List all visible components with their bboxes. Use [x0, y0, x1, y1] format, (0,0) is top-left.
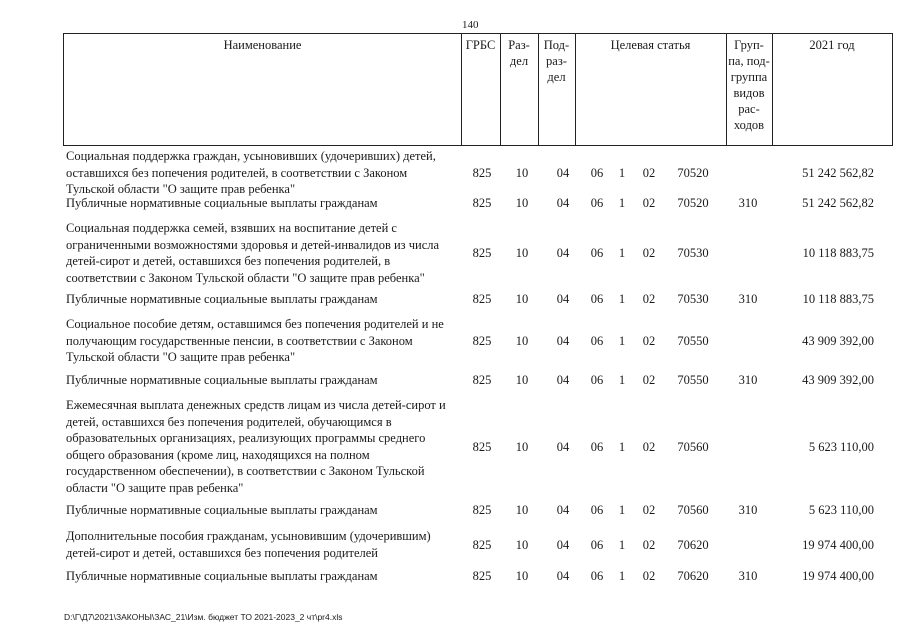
- header-razdel-line: Раз-: [508, 38, 530, 52]
- cell-rz: 10: [515, 373, 529, 388]
- table-row: [0, 502, 905, 519]
- cell-pr: 04: [556, 373, 570, 388]
- cell-t4: 70520: [677, 196, 709, 211]
- table-row: [0, 148, 905, 198]
- cell-rz: 10: [515, 569, 529, 584]
- cell-amount: 51 242 562,82: [802, 196, 874, 211]
- cell-rz: 10: [515, 246, 529, 260]
- cell-t2: 1: [618, 537, 626, 552]
- cell-t2: 1: [618, 165, 626, 180]
- header-group-line: па, под-: [728, 54, 770, 68]
- row-name-line: получающим государственные пенсии, в соответствии с Законом: [66, 333, 413, 348]
- cell-grbs: 825: [472, 569, 492, 584]
- table-row: [0, 195, 905, 212]
- table-row: [0, 316, 905, 366]
- row-name: [66, 397, 466, 496]
- row-name-line: детей-сирот и детей, оставшихся без попечения родителей: [66, 545, 378, 560]
- header-razdel: [500, 34, 538, 145]
- cell-t3: 02: [642, 333, 656, 348]
- cell-amount: 19 974 400,00: [802, 569, 874, 584]
- header-grbs: ГРБС: [465, 38, 496, 52]
- cell-t4: 70560: [677, 503, 709, 518]
- row-name: [66, 220, 466, 286]
- cell-grbs: 825: [472, 196, 492, 211]
- cell-rz: 10: [515, 503, 529, 518]
- table-header: [63, 33, 893, 146]
- cell-amount: 10 118 883,75: [802, 246, 874, 260]
- cell-t2: 1: [618, 569, 626, 584]
- cell-t3: 02: [642, 373, 656, 388]
- cell-t3: 02: [642, 246, 656, 260]
- row-name-line: образовательных организациях, реализующих программы среднего: [66, 431, 426, 445]
- row-name-line: ограниченными возможностями здоровья и детей-инвалидов из числа: [66, 237, 440, 252]
- cell-grbs: 825: [472, 439, 492, 454]
- cell-amount: 5 623 110,00: [808, 503, 874, 518]
- header-name: Наименование: [223, 38, 302, 52]
- row-name-line: Публичные нормативные социальные выплаты гражданам: [66, 373, 378, 387]
- cell-t4: 70560: [677, 439, 709, 454]
- row-name-line: государственном обеспечении), в соответствии с Законом Тульской: [66, 464, 425, 478]
- cell-grbs: 825: [472, 503, 492, 518]
- cell-t2: 1: [618, 196, 626, 211]
- header-podrazdel-line: дел: [547, 70, 566, 84]
- cell-t1: 06: [590, 503, 604, 518]
- cell-amount: 43 909 392,00: [802, 373, 874, 388]
- cell-vr: 310: [738, 503, 758, 518]
- cell-t4: 70550: [677, 333, 709, 348]
- row-name: [66, 291, 466, 308]
- cell-t4: 70550: [677, 373, 709, 388]
- row-name: [66, 568, 466, 585]
- cell-amount: 43 909 392,00: [802, 333, 874, 348]
- cell-t1: 06: [590, 196, 604, 211]
- cell-pr: 04: [556, 503, 570, 518]
- table-row: [0, 528, 905, 561]
- cell-vr: 310: [738, 373, 758, 388]
- table-row: [0, 397, 905, 496]
- cell-t3: 02: [642, 569, 656, 584]
- row-name: [66, 372, 466, 389]
- row-name-line: Публичные нормативные социальные выплаты гражданам: [66, 503, 378, 517]
- cell-amount: 10 118 883,75: [802, 292, 874, 307]
- row-name-line: общего образования (кроме лиц, находящихся на полном: [66, 447, 370, 462]
- cell-grbs: 825: [472, 333, 492, 348]
- cell-t4: 70520: [677, 165, 709, 180]
- cell-t3: 02: [642, 537, 656, 552]
- cell-amount: 5 623 110,00: [808, 439, 874, 454]
- cell-vr: 310: [738, 292, 758, 307]
- cell-grbs: 825: [472, 537, 492, 552]
- table-row: [0, 220, 905, 286]
- cell-grbs: 825: [472, 292, 492, 307]
- cell-rz: 10: [515, 537, 529, 552]
- cell-t1: 06: [590, 333, 604, 348]
- cell-pr: 04: [556, 165, 570, 180]
- cell-t3: 02: [642, 439, 656, 454]
- cell-rz: 10: [515, 333, 529, 348]
- cell-grbs: 825: [472, 246, 492, 260]
- cell-t1: 06: [590, 373, 604, 388]
- cell-t4: 70620: [677, 569, 709, 584]
- header-year: 2021 год: [809, 38, 855, 52]
- cell-t2: 1: [618, 292, 626, 307]
- cell-t2: 1: [618, 333, 626, 348]
- cell-vr: 310: [738, 569, 758, 584]
- cell-t4: 70620: [677, 537, 709, 552]
- cell-pr: 04: [556, 439, 570, 454]
- row-name: [66, 195, 466, 212]
- row-name-line: детей, оставшихся без попечения родителей, обучающимся в: [66, 414, 392, 429]
- row-name-line: оставшихся без попечения родителей, в соответствии с Законом: [66, 165, 408, 180]
- cell-pr: 04: [556, 246, 570, 260]
- cell-rz: 10: [515, 196, 529, 211]
- file-path-footer: D:\Г\Д7\2021\ЗАКОНЫ\ЗАС_21\Изм. бюджет ТО 2021-2023_2 чт\pr4.xls: [64, 612, 343, 622]
- cell-t1: 06: [590, 165, 604, 180]
- cell-t3: 02: [642, 196, 656, 211]
- row-name-line: соответствии с Законом Тульской области "О защите прав ребенка": [66, 270, 425, 285]
- header-target: Целевая статья: [610, 38, 691, 52]
- row-name-line: Публичные нормативные социальные выплаты гражданам: [66, 292, 378, 306]
- row-name-line: Социальная поддержка граждан, усыновивших (удочеривших) детей,: [66, 149, 436, 163]
- header-razdel-line: дел: [509, 54, 529, 68]
- row-name-line: Социальное пособие детям, оставшимся без попечения родителей и не: [66, 317, 444, 331]
- cell-rz: 10: [515, 165, 529, 180]
- cell-t4: 70530: [677, 292, 709, 307]
- cell-t1: 06: [590, 439, 604, 454]
- cell-t1: 06: [590, 292, 604, 307]
- header-podrazdel: [538, 34, 575, 145]
- cell-t1: 06: [590, 537, 604, 552]
- cell-t2: 1: [618, 373, 626, 388]
- cell-t3: 02: [642, 292, 656, 307]
- header-podrazdel-line: раз-: [546, 54, 567, 68]
- cell-grbs: 825: [472, 373, 492, 388]
- header-group-line: группа: [730, 70, 768, 84]
- row-name: [66, 148, 466, 198]
- row-name-line: детей-сирот и детей, оставшихся без попечения родителей, в: [66, 254, 391, 268]
- cell-amount: 51 242 562,82: [802, 165, 874, 180]
- header-podrazdel-line: Под-: [543, 38, 570, 52]
- row-name-line: Ежемесячная выплата денежных средств лицам из числа детей-сирот и: [66, 398, 446, 412]
- row-name-line: Тульской области "О защите прав ребенка": [66, 182, 296, 196]
- header-group-line: ходов: [733, 118, 765, 132]
- header-group-line: видов: [733, 86, 765, 100]
- cell-t2: 1: [618, 439, 626, 454]
- row-name-line: Публичные нормативные социальные выплаты гражданам: [66, 196, 378, 210]
- cell-pr: 04: [556, 537, 570, 552]
- cell-t2: 1: [618, 246, 626, 260]
- table-row: [0, 372, 905, 389]
- table-row: [0, 291, 905, 308]
- cell-grbs: 825: [472, 165, 492, 180]
- cell-pr: 04: [556, 196, 570, 211]
- row-name-line: Публичные нормативные социальные выплаты гражданам: [66, 569, 378, 583]
- cell-t4: 70530: [677, 246, 709, 260]
- page-number: 140: [462, 19, 479, 31]
- cell-amount: 19 974 400,00: [802, 537, 874, 552]
- header-group-line: рас-: [738, 102, 760, 116]
- row-name: [66, 316, 466, 366]
- row-name-line: области "О защите прав ребенка": [66, 480, 244, 495]
- cell-t1: 06: [590, 569, 604, 584]
- cell-vr: 310: [738, 196, 758, 211]
- header-group: [726, 34, 772, 145]
- cell-t1: 06: [590, 246, 604, 260]
- cell-rz: 10: [515, 292, 529, 307]
- cell-pr: 04: [556, 333, 570, 348]
- header-group-line: Груп-: [734, 38, 764, 52]
- cell-t3: 02: [642, 503, 656, 518]
- row-name-line: Тульской области "О защите прав ребенка": [66, 350, 296, 364]
- cell-rz: 10: [515, 439, 529, 454]
- cell-pr: 04: [556, 292, 570, 307]
- table-row: [0, 568, 905, 585]
- row-name-line: Дополнительные пособия гражданам, усыновившим (удочерившим): [66, 529, 431, 543]
- cell-pr: 04: [556, 569, 570, 584]
- row-name: [66, 502, 466, 519]
- cell-t3: 02: [642, 165, 656, 180]
- row-name: [66, 528, 466, 561]
- row-name-line: Социальная поддержка семей, взявших на воспитание детей с: [66, 221, 397, 235]
- cell-t2: 1: [618, 503, 626, 518]
